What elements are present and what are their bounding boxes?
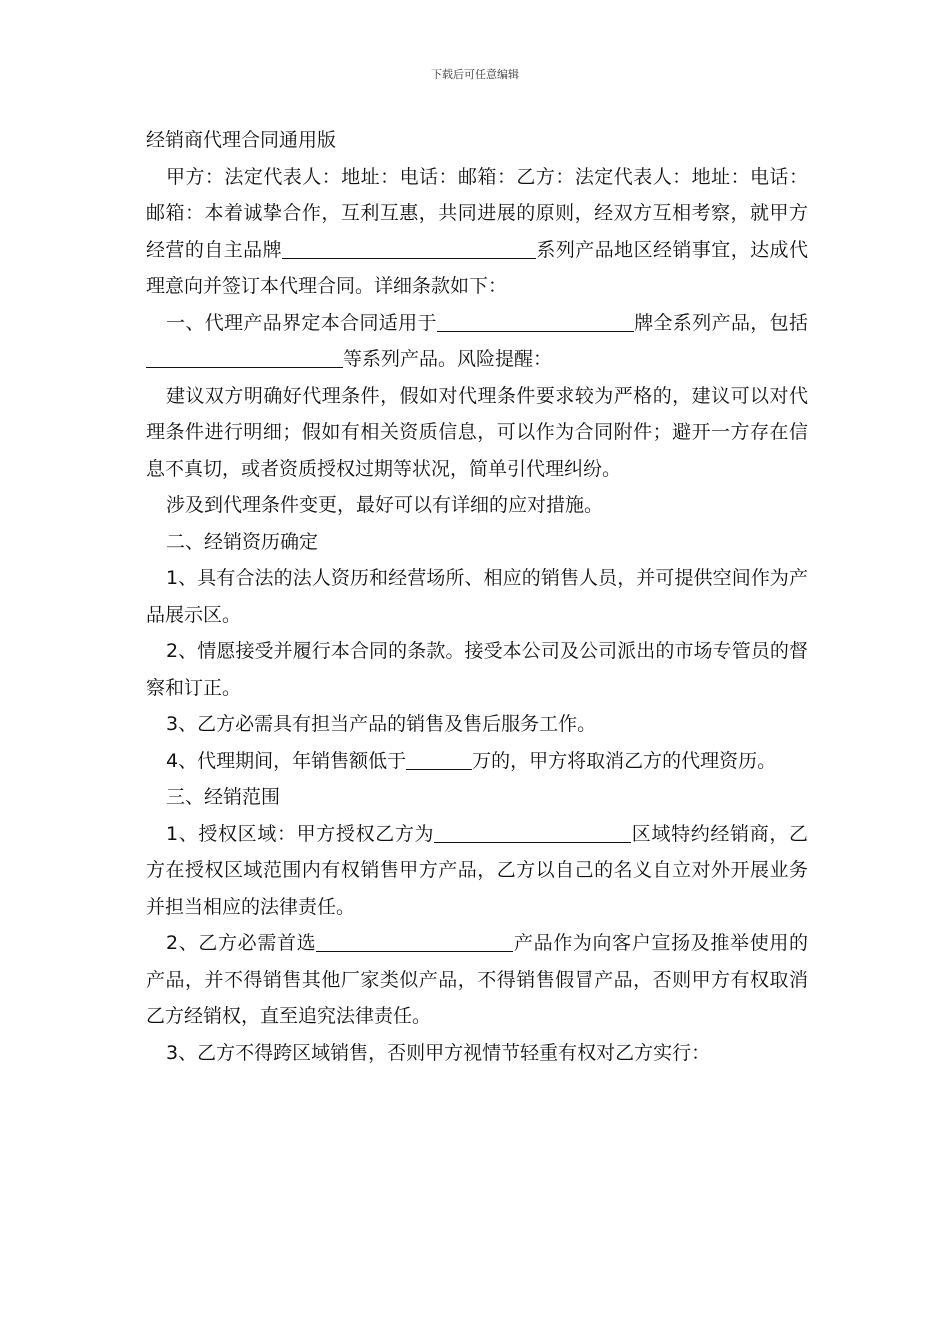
section-2-item-4 xyxy=(146,743,808,780)
paragraph-condition-change: 涉及到代理条件变更，最好可以有详细的应对措施。 xyxy=(166,494,604,516)
section-3-item-2 xyxy=(146,925,808,1035)
section-2-item-3: 3、乙方必需具有担当产品的销售及售后服务工作。 xyxy=(166,713,597,735)
section-3-item-1-text-a: 1、授权区域：甲方授权乙方为 xyxy=(166,822,435,845)
section-2-heading: 二、经销资历确定 xyxy=(166,530,319,553)
page-header: 下载后可任意编辑 xyxy=(431,68,519,81)
brand-blank-field xyxy=(282,236,536,259)
sales-amount-blank-field xyxy=(406,747,472,770)
section-3-heading: 三、经销范围 xyxy=(166,786,281,808)
section-2-item-2: 2、情愿接受并履行本合同的条款。接受本公司及公司派出的市场专管员的督察和订正。 xyxy=(146,640,808,699)
section-2-item-4-text-b: 万的，甲方将取消乙方的代理资历。 xyxy=(472,749,777,772)
section-3-item-2-text-a: 2、乙方必需首选 xyxy=(166,932,317,954)
preferred-product-blank-field xyxy=(316,929,513,952)
product-definition-text-c: 等系列产品。风险提醒： xyxy=(343,348,553,370)
paragraph-parties-text-cont: 系列产品地区经销事宜，达成代理意向并签订本代理合同。详细条款如下： xyxy=(146,238,808,297)
paragraph-parties-text: 甲方：法定代表人：地址：电话：邮箱：乙方：法定代表人：地址：电话：邮箱：本着诚挚合作，互利互惠，共同进展的原则，经双方互相考察，就甲方经营的自主品牌 xyxy=(146,165,808,261)
region-blank-field xyxy=(434,820,631,843)
section-2-item-4-text-a: 4、代理期间，年销售额低于 xyxy=(166,749,407,772)
product-definition-text-b: 牌全系列产品，包括 xyxy=(633,311,808,334)
product-series-blank-field xyxy=(146,345,343,368)
product-definition-text-a: 一、代理产品界定本合同适用于 xyxy=(166,311,437,334)
document-body xyxy=(146,122,808,1071)
paragraph-parties xyxy=(146,159,808,305)
section-3-item-2-text-b: 产品作为向客户宣扬及推举使用的产品，并不得销售其他厂家类似产品，不得销售假冒产品，否则甲方有权取消乙方经销权，直至追究法律责任。 xyxy=(146,932,808,1027)
section-3-item-1-text-b: 区域特约经销商，乙方在授权区域范围内有权销售甲方产品，乙方以自己的名义自立对外开展业务并担当相应的法律责任。 xyxy=(146,822,808,918)
document-title: 经销商代理合同通用版 xyxy=(146,129,337,151)
paragraph-product-definition xyxy=(146,305,808,378)
brand-name-blank-field xyxy=(437,309,634,332)
paragraph-risk-advice: 建议双方明确好代理条件，假如对代理条件要求较为严格的，建议可以对代理条件进行明细；假如有相关资质信息，可以作为合同附件；避开一方存在信息不真切，或者资质授权过期等状况，简单引代理纠纷。 xyxy=(146,384,808,480)
section-3-item-1 xyxy=(146,816,808,926)
section-3-item-3: 3、乙方不得跨区域销售，否则甲方视情节轻重有权对乙方实行： xyxy=(166,1041,711,1064)
section-2-item-1: 1、具有合法的法人资历和经营场所、相应的销售人员，并可提供空间作为产品展示区。 xyxy=(146,567,808,626)
